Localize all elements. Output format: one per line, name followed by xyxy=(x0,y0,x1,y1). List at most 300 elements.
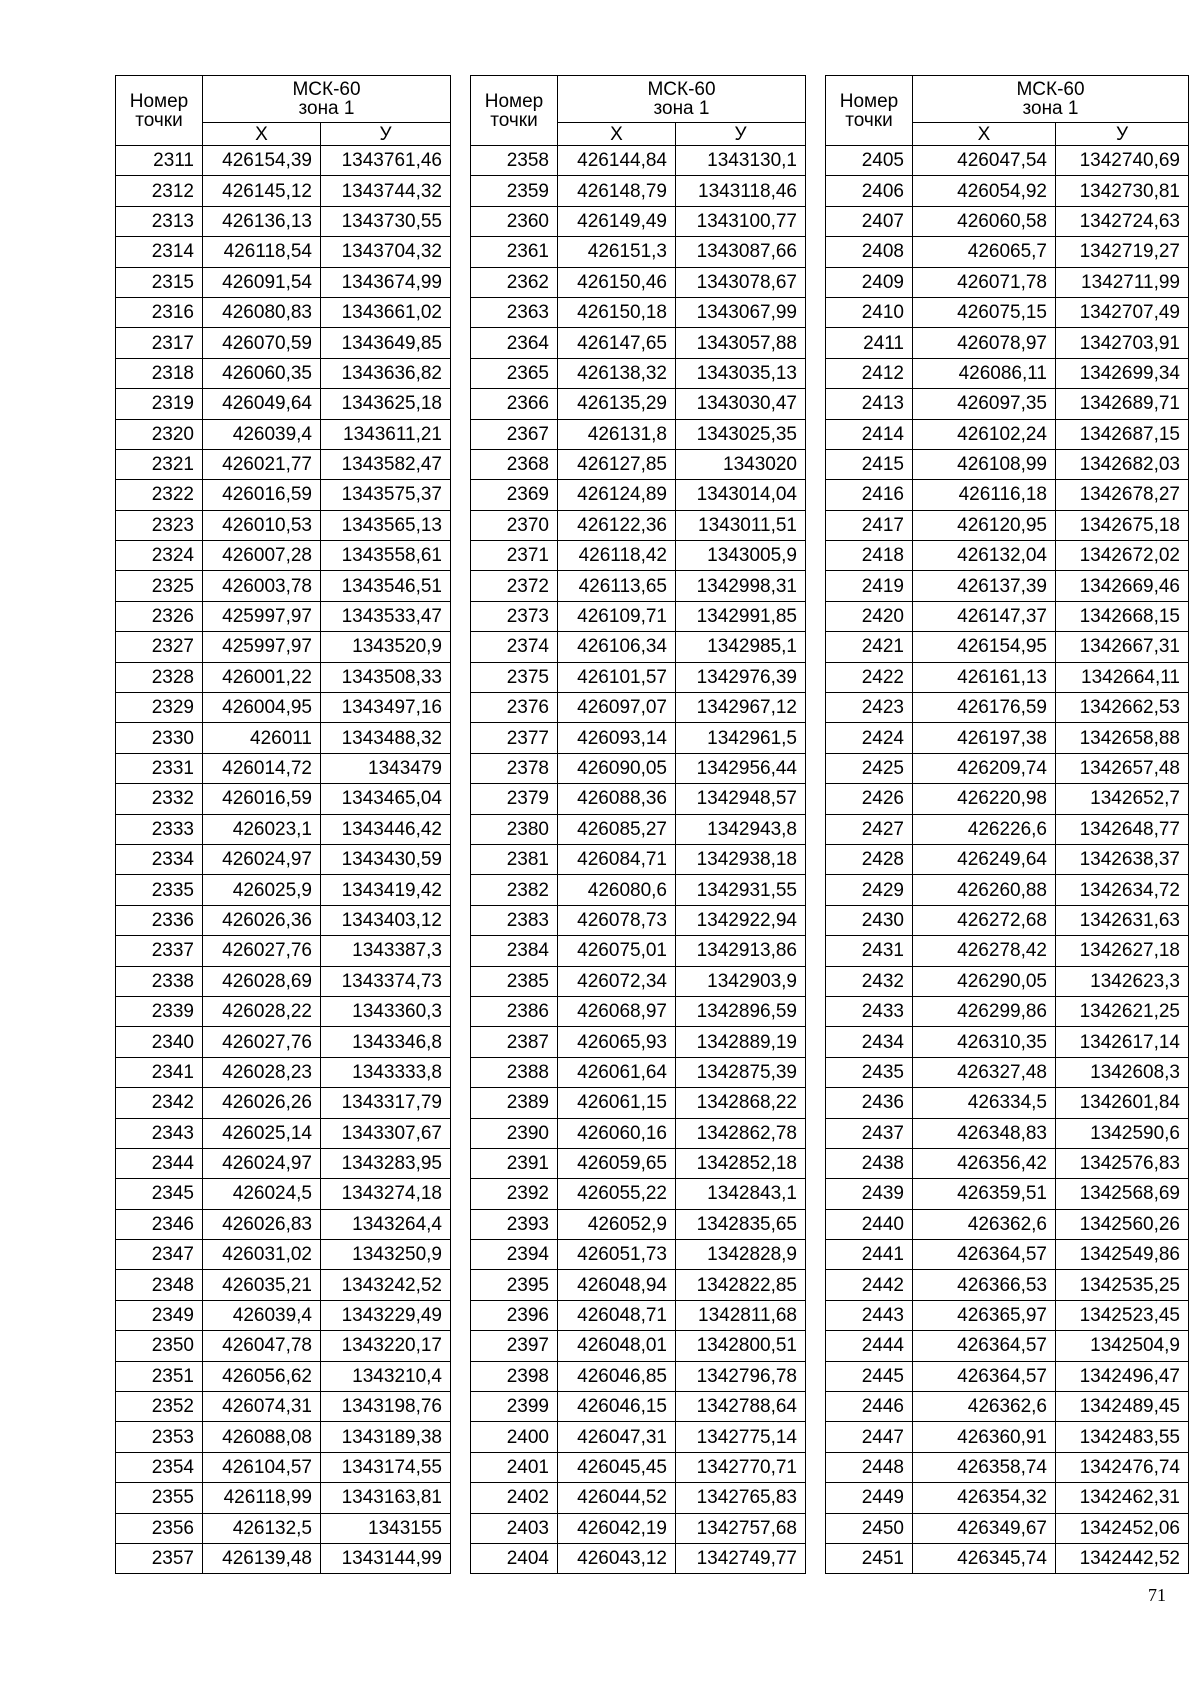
x-coordinate-cell: 426147,65 xyxy=(558,328,676,358)
x-coordinate-cell: 426106,34 xyxy=(558,632,676,662)
point-number-cell: 2335 xyxy=(116,875,203,905)
point-number-cell: 2329 xyxy=(116,693,203,723)
point-number-cell: 2410 xyxy=(826,297,913,327)
y-coordinate-cell: 1343264,4 xyxy=(321,1209,451,1239)
point-number-cell: 2319 xyxy=(116,389,203,419)
point-number-cell: 2379 xyxy=(471,784,558,814)
y-coordinate-cell: 1343317,79 xyxy=(321,1088,451,1118)
point-number-cell: 2409 xyxy=(826,267,913,297)
y-coordinate-cell: 1342658,88 xyxy=(1056,723,1189,753)
table-row xyxy=(471,358,806,388)
x-coordinate-cell: 426080,6 xyxy=(558,875,676,905)
point-number-cell: 2350 xyxy=(116,1331,203,1361)
point-number-cell: 2382 xyxy=(471,875,558,905)
table-row xyxy=(826,966,1189,996)
table-row xyxy=(471,1209,806,1239)
y-coordinate-cell: 1343625,18 xyxy=(321,389,451,419)
point-number-cell: 2436 xyxy=(826,1088,913,1118)
y-coordinate-cell: 1343730,55 xyxy=(321,206,451,236)
point-number-cell: 2440 xyxy=(826,1209,913,1239)
point-number-cell: 2407 xyxy=(826,206,913,236)
point-number-cell: 2371 xyxy=(471,541,558,571)
point-number-cell: 2318 xyxy=(116,358,203,388)
point-number-cell: 2386 xyxy=(471,996,558,1026)
x-coordinate-cell: 426362,6 xyxy=(913,1392,1056,1422)
point-number-cell: 2402 xyxy=(471,1483,558,1513)
point-number-cell: 2351 xyxy=(116,1361,203,1391)
point-number-cell: 2354 xyxy=(116,1452,203,1482)
point-number-cell: 2313 xyxy=(116,206,203,236)
table-row xyxy=(826,662,1189,692)
point-number-cell: 2325 xyxy=(116,571,203,601)
y-coordinate-cell: 1342796,78 xyxy=(676,1361,806,1391)
table-row xyxy=(116,541,451,571)
x-coordinate-cell: 426088,08 xyxy=(203,1422,321,1452)
x-coordinate-cell: 426090,05 xyxy=(558,753,676,783)
x-coordinate-cell: 426109,71 xyxy=(558,601,676,631)
y-coordinate-cell: 1343210,4 xyxy=(321,1361,451,1391)
point-number-cell: 2378 xyxy=(471,753,558,783)
table-row xyxy=(116,905,451,935)
table-row xyxy=(826,541,1189,571)
x-coordinate-cell: 426148,79 xyxy=(558,176,676,206)
y-coordinate-cell: 1343025,35 xyxy=(676,419,806,449)
table-row xyxy=(116,814,451,844)
point-number-cell: 2437 xyxy=(826,1118,913,1148)
x-coordinate-cell: 426028,23 xyxy=(203,1057,321,1087)
point-number-cell: 2370 xyxy=(471,510,558,540)
coordinate-table-3 xyxy=(825,75,1189,1574)
table-row xyxy=(471,1452,806,1482)
point-number-cell: 2338 xyxy=(116,966,203,996)
table-row xyxy=(116,601,451,631)
x-coordinate-cell: 426161,13 xyxy=(913,662,1056,692)
point-number-cell: 2346 xyxy=(116,1209,203,1239)
point-number-cell: 2353 xyxy=(116,1422,203,1452)
table-row xyxy=(116,571,451,601)
y-coordinate-cell: 1343430,59 xyxy=(321,844,451,874)
point-number-cell: 2384 xyxy=(471,936,558,966)
table-row xyxy=(471,449,806,479)
x-coordinate-cell: 426085,27 xyxy=(558,814,676,844)
x-coordinate-cell: 426061,64 xyxy=(558,1057,676,1087)
point-number-cell: 2342 xyxy=(116,1088,203,1118)
table-row xyxy=(116,844,451,874)
y-coordinate-cell: 1342835,65 xyxy=(676,1209,806,1239)
y-coordinate-cell: 1342913,86 xyxy=(676,936,806,966)
y-coordinate-cell: 1343360,3 xyxy=(321,996,451,1026)
header-y: У xyxy=(676,123,806,146)
table-row xyxy=(116,1361,451,1391)
x-coordinate-cell: 426132,04 xyxy=(913,541,1056,571)
point-number-cell: 2445 xyxy=(826,1361,913,1391)
y-coordinate-cell: 1342976,39 xyxy=(676,662,806,692)
x-coordinate-cell: 426004,95 xyxy=(203,693,321,723)
header-x: Х xyxy=(913,123,1056,146)
x-coordinate-cell: 426197,38 xyxy=(913,723,1056,753)
x-coordinate-cell: 426260,88 xyxy=(913,875,1056,905)
y-coordinate-cell: 1342662,53 xyxy=(1056,693,1189,723)
x-coordinate-cell: 426078,73 xyxy=(558,905,676,935)
table-row xyxy=(471,1513,806,1543)
x-coordinate-cell: 426060,35 xyxy=(203,358,321,388)
point-number-cell: 2321 xyxy=(116,449,203,479)
point-number-cell: 2394 xyxy=(471,1240,558,1270)
table-row xyxy=(826,1331,1189,1361)
x-coordinate-cell: 426026,36 xyxy=(203,905,321,935)
y-coordinate-cell: 1343198,76 xyxy=(321,1392,451,1422)
table-row xyxy=(471,875,806,905)
table-row xyxy=(116,480,451,510)
x-coordinate-cell: 426097,35 xyxy=(913,389,1056,419)
table-row xyxy=(116,1392,451,1422)
x-coordinate-cell: 426366,53 xyxy=(913,1270,1056,1300)
table-row xyxy=(826,1209,1189,1239)
y-coordinate-cell: 1343189,38 xyxy=(321,1422,451,1452)
y-coordinate-cell: 1342689,71 xyxy=(1056,389,1189,419)
point-number-cell: 2330 xyxy=(116,723,203,753)
x-coordinate-cell: 426068,97 xyxy=(558,996,676,1026)
y-coordinate-cell: 1342730,81 xyxy=(1056,176,1189,206)
x-coordinate-cell: 426046,15 xyxy=(558,1392,676,1422)
x-coordinate-cell: 426078,97 xyxy=(913,328,1056,358)
point-number-cell: 2314 xyxy=(116,237,203,267)
y-coordinate-cell: 1342682,03 xyxy=(1056,449,1189,479)
table-row xyxy=(116,176,451,206)
y-coordinate-cell: 1342576,83 xyxy=(1056,1148,1189,1178)
x-coordinate-cell: 426354,32 xyxy=(913,1483,1056,1513)
table-row xyxy=(826,1483,1189,1513)
x-coordinate-cell: 426045,45 xyxy=(558,1452,676,1482)
table-row xyxy=(471,206,806,236)
header-y: У xyxy=(321,123,451,146)
x-coordinate-cell: 426150,18 xyxy=(558,297,676,327)
x-coordinate-cell: 426108,99 xyxy=(913,449,1056,479)
point-number-cell: 2332 xyxy=(116,784,203,814)
table-row xyxy=(116,267,451,297)
table-row xyxy=(826,1088,1189,1118)
table-row xyxy=(116,936,451,966)
point-number-cell: 2447 xyxy=(826,1422,913,1452)
x-coordinate-cell: 426364,57 xyxy=(913,1331,1056,1361)
y-coordinate-cell: 1342931,55 xyxy=(676,875,806,905)
table-row xyxy=(116,1452,451,1482)
x-coordinate-cell: 426360,91 xyxy=(913,1422,1056,1452)
x-coordinate-cell: 426154,95 xyxy=(913,632,1056,662)
x-coordinate-cell: 426010,53 xyxy=(203,510,321,540)
point-number-cell: 2393 xyxy=(471,1209,558,1239)
point-number-cell: 2387 xyxy=(471,1027,558,1057)
x-coordinate-cell: 426023,1 xyxy=(203,814,321,844)
point-number-cell: 2348 xyxy=(116,1270,203,1300)
point-number-cell: 2423 xyxy=(826,693,913,723)
y-coordinate-cell: 1343100,77 xyxy=(676,206,806,236)
y-coordinate-cell: 1342985,1 xyxy=(676,632,806,662)
point-number-cell: 2360 xyxy=(471,206,558,236)
y-coordinate-cell: 1343558,61 xyxy=(321,541,451,571)
table-row xyxy=(471,693,806,723)
y-coordinate-cell: 1342711,99 xyxy=(1056,267,1189,297)
x-coordinate-cell: 426358,74 xyxy=(913,1452,1056,1482)
table-row xyxy=(471,389,806,419)
y-coordinate-cell: 1343465,04 xyxy=(321,784,451,814)
y-coordinate-cell: 1342669,46 xyxy=(1056,571,1189,601)
point-number-cell: 2400 xyxy=(471,1422,558,1452)
x-coordinate-cell: 426086,11 xyxy=(913,358,1056,388)
x-coordinate-cell: 426001,22 xyxy=(203,662,321,692)
y-coordinate-cell: 1342627,18 xyxy=(1056,936,1189,966)
y-coordinate-cell: 1342523,45 xyxy=(1056,1300,1189,1330)
point-number-cell: 2401 xyxy=(471,1452,558,1482)
y-coordinate-cell: 1343078,67 xyxy=(676,267,806,297)
x-coordinate-cell: 426145,12 xyxy=(203,176,321,206)
point-number-cell: 2411 xyxy=(826,328,913,358)
table-row xyxy=(826,1300,1189,1330)
x-coordinate-cell: 426059,65 xyxy=(558,1148,676,1178)
table-row xyxy=(471,328,806,358)
x-coordinate-cell: 426028,22 xyxy=(203,996,321,1026)
x-coordinate-cell: 426135,29 xyxy=(558,389,676,419)
y-coordinate-cell: 1342889,19 xyxy=(676,1027,806,1057)
y-coordinate-cell: 1342634,72 xyxy=(1056,875,1189,905)
y-coordinate-cell: 1343761,46 xyxy=(321,146,451,176)
table-row xyxy=(116,723,451,753)
point-number-cell: 2366 xyxy=(471,389,558,419)
table-row xyxy=(826,510,1189,540)
y-coordinate-cell: 1343020 xyxy=(676,449,806,479)
point-number-cell: 2349 xyxy=(116,1300,203,1330)
y-coordinate-cell: 1342875,39 xyxy=(676,1057,806,1087)
y-coordinate-cell: 1342967,12 xyxy=(676,693,806,723)
point-number-cell: 2358 xyxy=(471,146,558,176)
point-number-cell: 2396 xyxy=(471,1300,558,1330)
y-coordinate-cell: 1342770,71 xyxy=(676,1452,806,1482)
x-coordinate-cell: 426278,42 xyxy=(913,936,1056,966)
y-coordinate-cell: 1343479 xyxy=(321,753,451,783)
x-coordinate-cell: 426071,78 xyxy=(913,267,1056,297)
x-coordinate-cell: 426026,26 xyxy=(203,1088,321,1118)
x-coordinate-cell: 426345,74 xyxy=(913,1543,1056,1573)
table-body xyxy=(826,146,1189,1574)
header-coordinate-system: МСК-60 зона 1 xyxy=(558,76,806,123)
y-coordinate-cell: 1342740,69 xyxy=(1056,146,1189,176)
x-coordinate-cell: 426101,57 xyxy=(558,662,676,692)
point-number-cell: 2364 xyxy=(471,328,558,358)
point-number-cell: 2374 xyxy=(471,632,558,662)
table-row xyxy=(826,358,1189,388)
y-coordinate-cell: 1342678,27 xyxy=(1056,480,1189,510)
point-number-cell: 2312 xyxy=(116,176,203,206)
point-number-cell: 2375 xyxy=(471,662,558,692)
table-row xyxy=(826,1179,1189,1209)
x-coordinate-cell: 426056,62 xyxy=(203,1361,321,1391)
point-number-cell: 2347 xyxy=(116,1240,203,1270)
x-coordinate-cell: 426028,69 xyxy=(203,966,321,996)
table-row xyxy=(826,571,1189,601)
point-number-cell: 2449 xyxy=(826,1483,913,1513)
x-coordinate-cell: 426021,77 xyxy=(203,449,321,479)
y-coordinate-cell: 1342601,84 xyxy=(1056,1088,1189,1118)
point-number-cell: 2363 xyxy=(471,297,558,327)
point-number-cell: 2320 xyxy=(116,419,203,449)
table-row xyxy=(471,1148,806,1178)
y-coordinate-cell: 1343057,88 xyxy=(676,328,806,358)
table-row xyxy=(471,1270,806,1300)
x-coordinate-cell: 426048,94 xyxy=(558,1270,676,1300)
x-coordinate-cell: 426007,28 xyxy=(203,541,321,571)
y-coordinate-cell: 1343035,13 xyxy=(676,358,806,388)
x-coordinate-cell: 426150,46 xyxy=(558,267,676,297)
table-row xyxy=(826,1513,1189,1543)
point-number-cell: 2414 xyxy=(826,419,913,449)
header-y: У xyxy=(1056,123,1189,146)
y-coordinate-cell: 1343565,13 xyxy=(321,510,451,540)
y-coordinate-cell: 1343011,51 xyxy=(676,510,806,540)
x-coordinate-cell: 426026,83 xyxy=(203,1209,321,1239)
table-row xyxy=(826,1543,1189,1573)
y-coordinate-cell: 1342483,55 xyxy=(1056,1422,1189,1452)
x-coordinate-cell: 426310,35 xyxy=(913,1027,1056,1057)
y-coordinate-cell: 1343274,18 xyxy=(321,1179,451,1209)
x-coordinate-cell: 426035,21 xyxy=(203,1270,321,1300)
y-coordinate-cell: 1343387,3 xyxy=(321,936,451,966)
x-coordinate-cell: 426084,71 xyxy=(558,844,676,874)
point-number-cell: 2412 xyxy=(826,358,913,388)
y-coordinate-cell: 1342862,78 xyxy=(676,1118,806,1148)
y-coordinate-cell: 1342896,59 xyxy=(676,996,806,1026)
table-row xyxy=(826,996,1189,1026)
point-number-cell: 2408 xyxy=(826,237,913,267)
table-row xyxy=(471,784,806,814)
x-coordinate-cell: 426272,68 xyxy=(913,905,1056,935)
point-number-cell: 2331 xyxy=(116,753,203,783)
table-row xyxy=(116,784,451,814)
point-number-cell: 2345 xyxy=(116,1179,203,1209)
table-row xyxy=(471,1179,806,1209)
table-row xyxy=(116,1422,451,1452)
x-coordinate-cell: 426334,5 xyxy=(913,1088,1056,1118)
y-coordinate-cell: 1342657,48 xyxy=(1056,753,1189,783)
table-row xyxy=(471,510,806,540)
y-coordinate-cell: 1343582,47 xyxy=(321,449,451,479)
x-coordinate-cell: 426137,39 xyxy=(913,571,1056,601)
table-row xyxy=(826,176,1189,206)
y-coordinate-cell: 1342765,83 xyxy=(676,1483,806,1513)
y-coordinate-cell: 1342719,27 xyxy=(1056,237,1189,267)
y-coordinate-cell: 1342843,1 xyxy=(676,1179,806,1209)
table-row xyxy=(471,814,806,844)
table-row xyxy=(116,753,451,783)
point-number-cell: 2430 xyxy=(826,905,913,935)
y-coordinate-cell: 1342476,74 xyxy=(1056,1452,1189,1482)
point-number-cell: 2415 xyxy=(826,449,913,479)
table-row xyxy=(826,480,1189,510)
y-coordinate-cell: 1343674,99 xyxy=(321,267,451,297)
table-row xyxy=(116,146,451,176)
point-number-cell: 2398 xyxy=(471,1361,558,1391)
y-coordinate-cell: 1342549,86 xyxy=(1056,1240,1189,1270)
x-coordinate-cell: 426052,9 xyxy=(558,1209,676,1239)
table-row xyxy=(826,723,1189,753)
table-row xyxy=(116,1057,451,1087)
table-row xyxy=(471,1422,806,1452)
y-coordinate-cell: 1343220,17 xyxy=(321,1331,451,1361)
y-coordinate-cell: 1342667,31 xyxy=(1056,632,1189,662)
point-number-cell: 2413 xyxy=(826,389,913,419)
y-coordinate-cell: 1342687,15 xyxy=(1056,419,1189,449)
y-coordinate-cell: 1343508,33 xyxy=(321,662,451,692)
table-row xyxy=(116,328,451,358)
point-number-cell: 2432 xyxy=(826,966,913,996)
x-coordinate-cell: 426039,4 xyxy=(203,419,321,449)
y-coordinate-cell: 1342811,68 xyxy=(676,1300,806,1330)
x-coordinate-cell: 426364,57 xyxy=(913,1240,1056,1270)
x-coordinate-cell: 426127,85 xyxy=(558,449,676,479)
x-coordinate-cell: 426290,05 xyxy=(913,966,1056,996)
table-row xyxy=(116,1240,451,1270)
table-row xyxy=(116,1088,451,1118)
table-row xyxy=(826,844,1189,874)
table-row xyxy=(471,1392,806,1422)
x-coordinate-cell: 426359,51 xyxy=(913,1179,1056,1209)
x-coordinate-cell: 426046,85 xyxy=(558,1361,676,1391)
y-coordinate-cell: 1343636,82 xyxy=(321,358,451,388)
point-number-cell: 2367 xyxy=(471,419,558,449)
x-coordinate-cell: 426047,54 xyxy=(913,146,1056,176)
x-coordinate-cell: 426024,5 xyxy=(203,1179,321,1209)
y-coordinate-cell: 1343611,21 xyxy=(321,419,451,449)
x-coordinate-cell: 426016,59 xyxy=(203,480,321,510)
table-row xyxy=(826,875,1189,905)
y-coordinate-cell: 1343307,67 xyxy=(321,1118,451,1148)
table-row xyxy=(471,966,806,996)
x-coordinate-cell: 426116,18 xyxy=(913,480,1056,510)
table-row xyxy=(471,936,806,966)
point-number-cell: 2357 xyxy=(116,1543,203,1573)
x-coordinate-cell: 426349,67 xyxy=(913,1513,1056,1543)
x-coordinate-cell: 426027,76 xyxy=(203,936,321,966)
y-coordinate-cell: 1342943,8 xyxy=(676,814,806,844)
x-coordinate-cell: 426209,74 xyxy=(913,753,1056,783)
point-number-cell: 2426 xyxy=(826,784,913,814)
header-x: Х xyxy=(558,123,676,146)
point-number-cell: 2420 xyxy=(826,601,913,631)
point-number-cell: 2438 xyxy=(826,1148,913,1178)
y-coordinate-cell: 1343250,9 xyxy=(321,1240,451,1270)
table-row xyxy=(471,723,806,753)
table-row xyxy=(471,146,806,176)
y-coordinate-cell: 1342652,7 xyxy=(1056,784,1189,814)
x-coordinate-cell: 426044,52 xyxy=(558,1483,676,1513)
point-number-cell: 2442 xyxy=(826,1270,913,1300)
y-coordinate-cell: 1342991,85 xyxy=(676,601,806,631)
table-row xyxy=(826,328,1189,358)
table-row xyxy=(116,1027,451,1057)
table-row xyxy=(471,662,806,692)
y-coordinate-cell: 1342560,26 xyxy=(1056,1209,1189,1239)
y-coordinate-cell: 1342568,69 xyxy=(1056,1179,1189,1209)
x-coordinate-cell: 425997,97 xyxy=(203,601,321,631)
y-coordinate-cell: 1343661,02 xyxy=(321,297,451,327)
table-row xyxy=(116,875,451,905)
point-number-cell: 2404 xyxy=(471,1543,558,1573)
x-coordinate-cell: 426088,36 xyxy=(558,784,676,814)
point-number-cell: 2337 xyxy=(116,936,203,966)
x-coordinate-cell: 426249,64 xyxy=(913,844,1056,874)
y-coordinate-cell: 1342703,91 xyxy=(1056,328,1189,358)
point-number-cell: 2372 xyxy=(471,571,558,601)
y-coordinate-cell: 1343333,8 xyxy=(321,1057,451,1087)
